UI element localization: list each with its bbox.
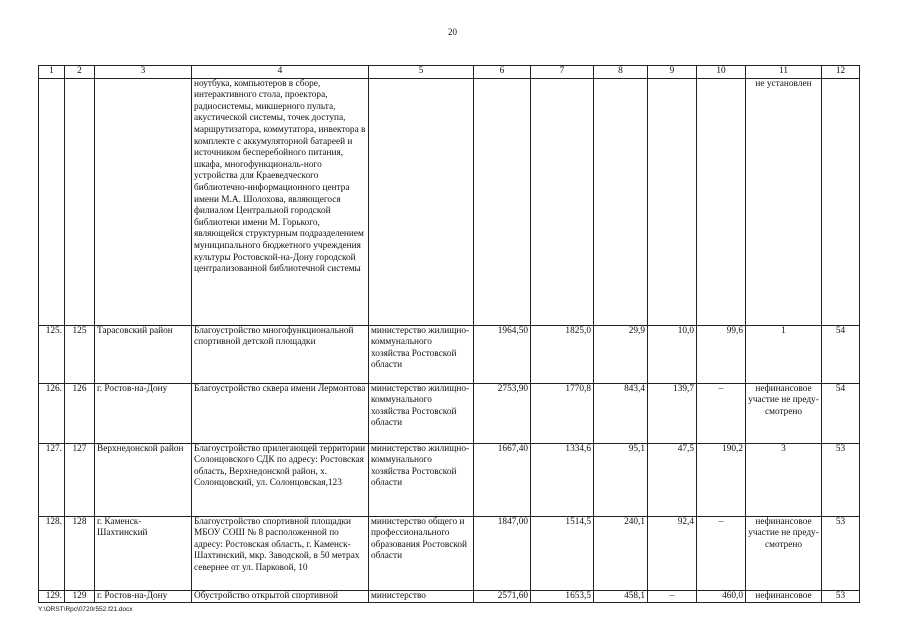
row-index: 129 <box>65 590 95 603</box>
col-header: 2 <box>65 66 95 79</box>
col8-cell: 843,4 <box>594 383 648 443</box>
col11-cell: не установлен <box>746 78 822 325</box>
col9-cell: 139,7 <box>648 383 697 443</box>
row-number: 126. <box>39 383 65 443</box>
col9-cell: 92,4 <box>648 516 697 590</box>
district-cell: г. Ростов-на-Дону <box>95 590 192 603</box>
col6-cell: 1847,00 <box>474 516 531 590</box>
col6-cell: 1667,40 <box>474 443 531 516</box>
ministry-cell: министерство общего и профессионального образования Ростовской области <box>369 516 474 590</box>
col8-cell: 95,1 <box>594 443 648 516</box>
row-index: 128 <box>65 516 95 590</box>
col12-cell: 53 <box>822 590 860 603</box>
col-header: 6 <box>474 66 531 79</box>
col-header: 11 <box>746 66 822 79</box>
ministry-cell: министерство жилищно-коммунального хозяйства Ростовской области <box>369 325 474 383</box>
table-row <box>39 443 860 516</box>
col12-cell: 53 <box>822 443 860 516</box>
row-index: 125 <box>65 325 95 383</box>
col-header: 3 <box>95 66 192 79</box>
table-row <box>39 590 860 603</box>
col7-cell: 1514,5 <box>531 516 594 590</box>
table-row <box>39 325 860 383</box>
col12-cell: 53 <box>822 516 860 590</box>
col12-cell: 54 <box>822 383 860 443</box>
col-header: 1 <box>39 66 65 79</box>
col-header: 4 <box>192 66 369 79</box>
district-cell: г. Каменск-Шахтинский <box>95 516 192 590</box>
ministry-cell: министерство жилищно-коммунального хозяйства Ростовской области <box>369 443 474 516</box>
row-index: 127 <box>65 443 95 516</box>
col6-cell: 2753,90 <box>474 383 531 443</box>
table-row <box>39 383 860 443</box>
row-number: 129. <box>39 590 65 603</box>
col8-cell: 458,1 <box>594 590 648 603</box>
col6-cell: 2571,60 <box>474 590 531 603</box>
col8-cell: 29,9 <box>594 325 648 383</box>
col7-cell: 1653,5 <box>531 590 594 603</box>
row-index: 126 <box>65 383 95 443</box>
ministry-cell: министерство жилищно-коммунального хозяйства Ростовской области <box>369 383 474 443</box>
ministry-cell: министерство <box>369 590 474 603</box>
col10-cell: 190,2 <box>697 443 746 516</box>
description-cell: Обустройство открытой спортивной <box>192 590 369 603</box>
col-header: 10 <box>697 66 746 79</box>
district-cell: г. Ростов-на-Дону <box>95 383 192 443</box>
file-path-footer: Y:\ORST\Rpc\0720r552.f21.docx <box>38 606 133 613</box>
col7-cell: 1825,0 <box>531 325 594 383</box>
col10-cell: – <box>697 516 746 590</box>
col-header: 7 <box>531 66 594 79</box>
table-row-continuation <box>39 78 860 325</box>
row-number: 127. <box>39 443 65 516</box>
header-row <box>39 66 860 79</box>
row-number: 125. <box>39 325 65 383</box>
col9-cell: – <box>648 590 697 603</box>
col7-cell: 1770,8 <box>531 383 594 443</box>
description-cell: ноутбука, компьютеров в сборе, интерактивного стола, проектора, радиосистемы, микшерного пульта, акустической системы, точек доступа, маршрутизатора, коммутатора, инвектора в комплекте с аккумуляторной батареей и источником бесперебойного питания, шкафа, многофункциональ-ного устройства для Краеведческого библиотечно-информационного центра имени М.А. Шолохова, являющегося филиалом Центральной городской библиотеки имени М. Горького, являющейся структурным подразделением муниципального бюджетного учреждения культуры Ростовской-на-Дону городской централизованной библиотечной системы <box>192 78 369 325</box>
description-cell: Благоустройство сквера имени Лермонтова <box>192 383 369 443</box>
col11-cell: нефинансовое участие не преду-смотрено <box>746 516 822 590</box>
district-cell: Верхнедонской район <box>95 443 192 516</box>
row-number: 128. <box>39 516 65 590</box>
col9-cell: 10,0 <box>648 325 697 383</box>
col11-cell: нефинансовое <box>746 590 822 603</box>
col11-cell: 1 <box>746 325 822 383</box>
col-header: 5 <box>369 66 474 79</box>
page-number: 20 <box>448 27 457 37</box>
description-cell: Благоустройство многофункциональной спортивной детской площадки <box>192 325 369 383</box>
col11-cell: 3 <box>746 443 822 516</box>
col-header: 8 <box>594 66 648 79</box>
col6-cell: 1964,50 <box>474 325 531 383</box>
col7-cell: 1334,6 <box>531 443 594 516</box>
district-cell: Тарасовский район <box>95 325 192 383</box>
col12-cell: 54 <box>822 325 860 383</box>
col11-cell: нефинансовое участие не преду-смотрено <box>746 383 822 443</box>
col-header: 9 <box>648 66 697 79</box>
col10-cell: – <box>697 383 746 443</box>
col9-cell: 47,5 <box>648 443 697 516</box>
data-table <box>38 65 860 603</box>
table-row <box>39 516 860 590</box>
description-cell: Благоустройство прилегающей территории Солонцовского СДК по адресу: Ростовская область, Верхнедонской район, х. Солонцовский, ул. Солонцовская,123 <box>192 443 369 516</box>
col8-cell: 240,1 <box>594 516 648 590</box>
description-cell: Благоустройство спортивной площадки МБОУ СОШ № 8 расположенной по адресу: Ростовская область, г. Каменск-Шахтинский, мкр. Заводской, в 50 метрах севернее от ул. Парковой, 10 <box>192 516 369 590</box>
col-header: 12 <box>822 66 860 79</box>
col10-cell: 99,6 <box>697 325 746 383</box>
col10-cell: 460,0 <box>697 590 746 603</box>
